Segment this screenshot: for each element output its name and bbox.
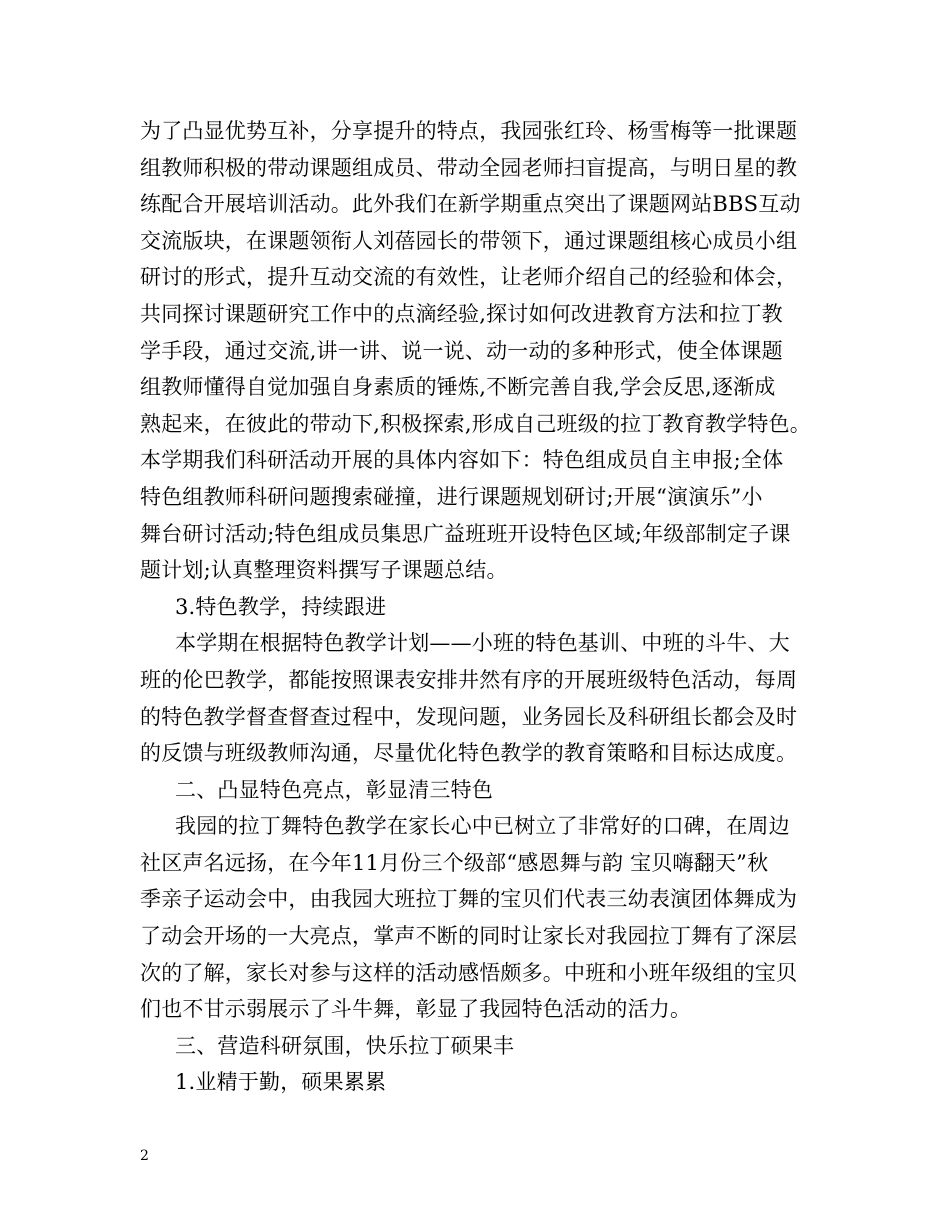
text-line: 们也不甘示弱展示了斗牛舞，彰显了我园特色活动的活力。: [140, 997, 692, 1022]
text-line: 研讨的形式，提升互动交流的有效性，让老师介绍自己的经验和体会，: [140, 265, 798, 290]
text-line: 题计划;认真整理资料撰写子课题总结。: [140, 558, 508, 583]
text-line: 二、凸显特色亮点，彰显清三特色: [175, 777, 493, 802]
document-body: [140, 113, 830, 1101]
text-line: 组教师懂得自觉加强自身素质的锤炼,不断完善自我,学会反思,逐渐成: [140, 375, 776, 400]
page-number: 2: [140, 1148, 149, 1164]
text-line: 3.特色教学，持续跟进: [175, 594, 387, 619]
text-line: 班的伦巴教学，都能按照课表安排井然有序的开展班级特色活动，每周: [140, 667, 798, 692]
text-line: 熟起来，在彼此的带动下,积极探索,形成自己班级的拉丁教育教学特色。: [140, 411, 811, 436]
text-line: 1.业精于勤，硕果累累: [175, 1070, 387, 1095]
text-line: 季亲子运动会中，由我园大班拉丁舞的宝贝们代表三幼表演团体舞成为: [140, 887, 798, 912]
text-line: 练配合开展培训活动。此外我们在新学期重点突出了课题网站BBS互动: [140, 192, 801, 217]
text-line: 交流版块，在课题领衔人刘蓓园长的带领下，通过课题组核心成员小组: [140, 228, 798, 253]
text-line: 三、营造科研氛围，快乐拉丁硕果丰: [175, 1033, 515, 1058]
text-line: 特色组教师科研问题搜索碰撞，进行课题规划研讨;开展“演演乐”小: [140, 484, 763, 509]
text-line: 共同探讨课题研究工作中的点滴经验,探讨如何改进教育方法和拉丁教: [140, 301, 783, 326]
text-line: 我园的拉丁舞特色教学在家长心中已树立了非常好的口碑，在周边: [175, 814, 790, 839]
text-line: 本学期在根据特色教学计划——小班的特色基训、中班的斗牛、大: [175, 631, 790, 656]
text-line: 为了凸显优势互补，分享提升的特点，我园张红玲、杨雪梅等一批课题: [140, 119, 798, 143]
text-line: 组教师积极的带动课题组成员、带动全园老师扫盲提高，与明日星的教: [140, 155, 798, 180]
text-line: 本学期我们科研活动开展的具体内容如下：特色组成员自主申报;全体: [140, 448, 784, 473]
text-line: 的反馈与班级教师沟通，尽量优化特色教学的教育策略和目标达成度。: [140, 741, 798, 766]
text-line: 舞台研讨活动;特色组成员集思广益班班开设特色区域;年级部制定子课: [140, 521, 791, 546]
text-line: 社区声名远扬，在今年11月份三个级部“感恩舞与韵 宝贝嗨翻天”秋: [140, 850, 769, 875]
text-line: 了动会开场的一大亮点，掌声不断的同时让家长对我园拉丁舞有了深层: [140, 924, 798, 949]
text-line: 的特色教学督查督查过程中，发现问题，业务园长及科研组长都会及时: [140, 704, 798, 729]
text-line: 次的了解，家长对参与这样的活动感悟颇多。中班和小班年级组的宝贝: [140, 960, 798, 985]
text-line: 学手段，通过交流,讲一讲、说一说、动一动的多种形式，使全体课题: [140, 338, 783, 363]
